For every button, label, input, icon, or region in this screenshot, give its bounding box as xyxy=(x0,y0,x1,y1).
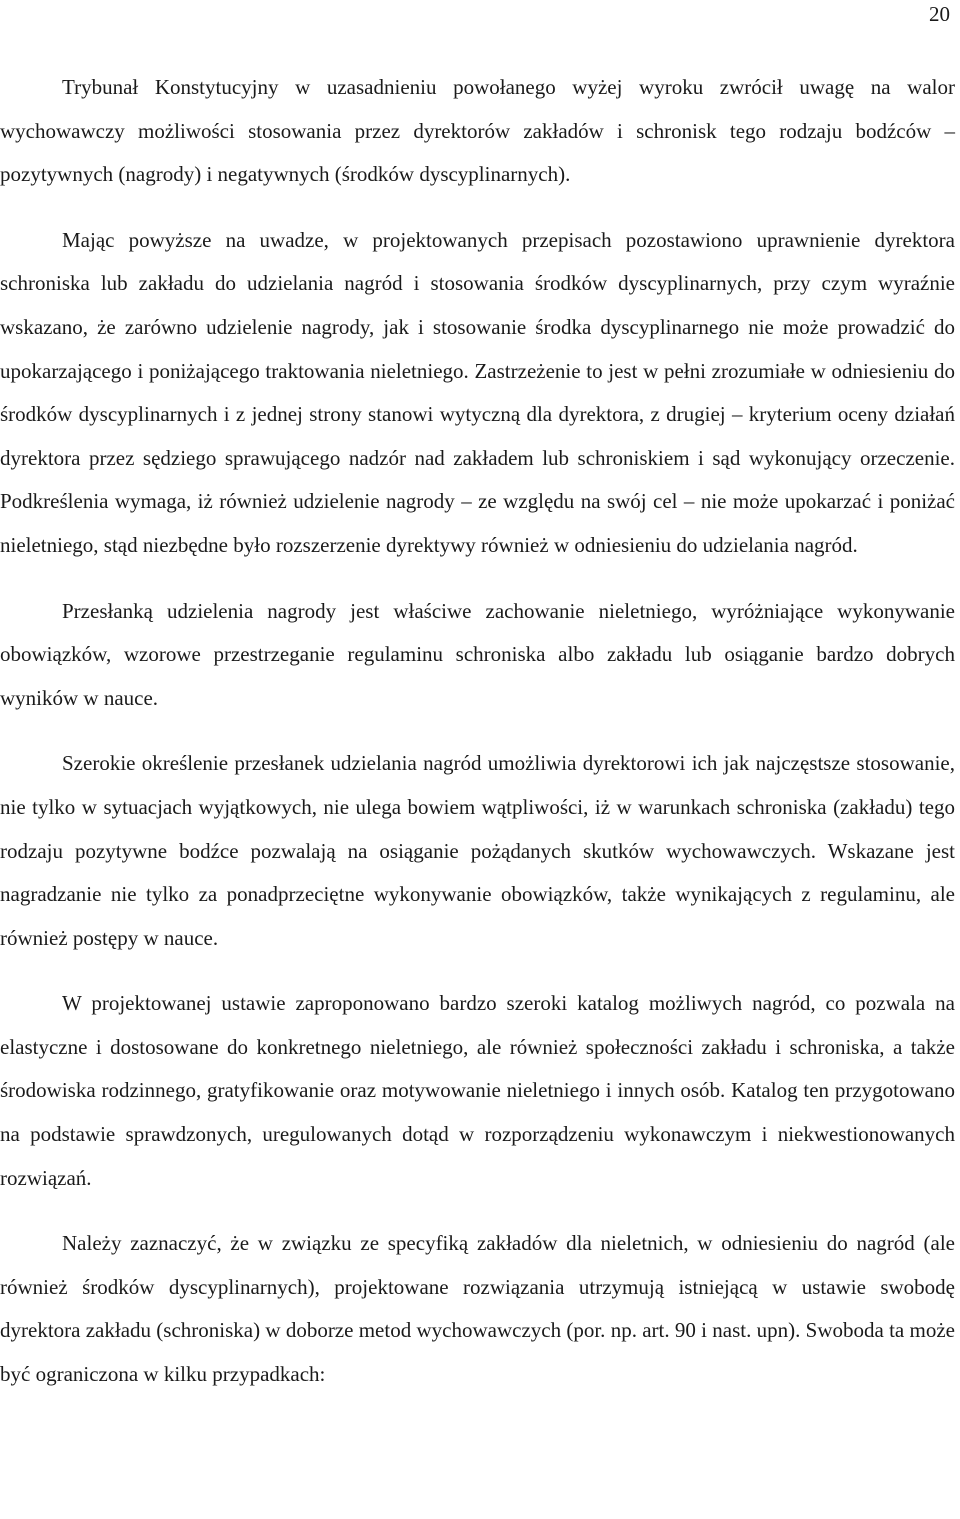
document-body xyxy=(0,66,955,1419)
paragraph-3: Przesłanką udzielenia nagrody jest właściwe zachowanie nieletniego, wyróżniające wykonywanie obowiązków, wzorowe przestrzeganie regulaminu schroniska albo zakładu lub osiąganie bardzo dobrych wyników w nauce. xyxy=(0,598,955,710)
paragraph-1: Trybunał Konstytucyjny w uzasadnieniu powołanego wyżej wyroku zwrócił uwagę na walor wychowawczy możliwości stosowania przez dyrektorów zakładów i schronisk tego rodzaju bodźców – pozytywnych (nagrody) i negatywnych (środków dyscyplinarnych). xyxy=(0,75,955,187)
page-number: 20 xyxy=(929,2,950,26)
paragraph-4: Szerokie określenie przesłanek udzielania nagród umożliwia dyrektorowi ich jak najczęstsze stosowanie, nie tylko w sytuacjach wyjątkowych, nie ulega bowiem wątpliwości, iż w warunkach schroniska (zakładu) tego rodzaju pozytywne bodźce pozwalają na osiąganie pożądanych skutków wychowawczych. Wskazane jest nagradzanie nie tylko za ponadprzeciętne wykonywanie obowiązków, także wynikających z regulaminu, ale również postępy w nauce. xyxy=(0,751,955,950)
paragraph-6: Należy zaznaczyć, że w związku ze specyfiką zakładów dla nieletnich, w odniesieniu do nagród (ale również środków dyscyplinarnych), projektowane rozwiązania utrzymują istniejącą w ustawie swobodę dyrektora zakładu (schroniska) w doborze metod wychowawczych (por. np. art. 90 i nast. upn). Swoboda ta może być ograniczona w kilku przypadkach: xyxy=(0,1231,955,1387)
paragraph-2: Mając powyższe na uwadze, w projektowanych przepisach pozostawiono uprawnienie dyrektora schroniska lub zakładu do udzielania nagród i stosowania środków dyscyplinarnych, przy czym wyraźnie wskazano, że zarówno udzielenie nagrody, jak i stosowanie środka dyscyplinarnego nie może prowadzić do upokarzającego i poniżającego traktowania nieletniego. Zastrzeżenie to jest w pełni zrozumiałe w odniesieniu do środków dyscyplinarnych i z jednej strony stanowi wytyczną dla dyrektora, z drugiej – kryterium oceny działań dyrektora przez sędziego sprawującego nadzór nad zakładem lub schroniskiem i sąd wykonujący orzeczenie. Podkreślenia wymaga, iż również udzielenie nagrody – ze względu na swój cel – nie może upokarzać i poniżać nieletniego, stąd niezbędne było rozszerzenie dyrektywy również w odniesieniu do udzielania nagród. xyxy=(0,227,955,557)
paragraph-5: W projektowanej ustawie zaproponowano bardzo szeroki katalog możliwych nagród, co pozwala na elastyczne i dostosowane do konkretnego nieletniego, ale również społeczności zakładu i schroniska, a także środowiska rodzinnego, gratyfikowanie oraz motywowanie nieletniego i innych osób. Katalog ten przygotowano na podstawie sprawdzonych, uregulowanych dotąd w rozporządzeniu wykonawczym i niekwestionowanych rozwiązań. xyxy=(0,991,955,1190)
